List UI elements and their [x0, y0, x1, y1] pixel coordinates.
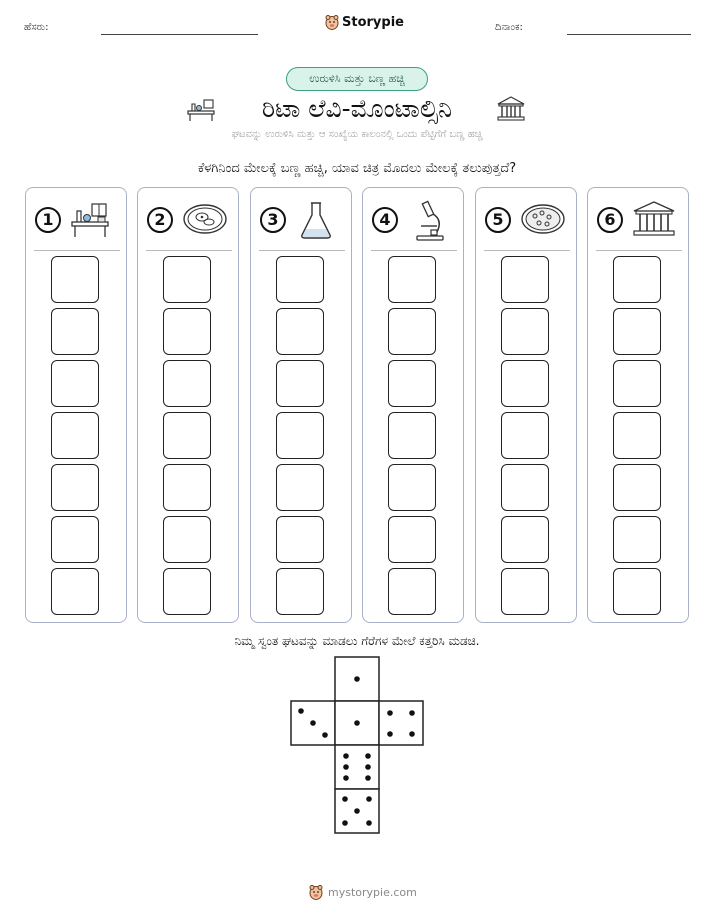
color-box[interactable] [163, 516, 211, 563]
column-5 [475, 187, 577, 623]
museum-building-icon [632, 200, 676, 238]
name-line [101, 34, 258, 35]
mascot-icon [325, 14, 339, 30]
name-label: ಹೆಸರು: [24, 22, 49, 33]
die-face-1-center [335, 701, 379, 745]
column-4 [362, 187, 464, 623]
pip [387, 710, 393, 716]
pip [365, 775, 371, 781]
date-label: ದಿನಾಂಕ: [495, 22, 523, 33]
column-3 [250, 187, 352, 623]
color-box[interactable] [501, 256, 549, 303]
column-number: 2 [147, 207, 173, 233]
column-number: 1 [35, 207, 61, 233]
pip [354, 676, 360, 682]
page-title: ರಿಟಾ ಲೆವಿ-ಮೊಂಟಾಲ್ಸಿನಿ [261, 94, 453, 123]
pip [366, 796, 372, 802]
pip [298, 708, 304, 714]
column-1 [25, 187, 127, 623]
pip [366, 820, 372, 826]
column-header [588, 188, 688, 248]
color-box[interactable] [276, 412, 324, 459]
color-box[interactable] [388, 360, 436, 407]
color-box[interactable] [51, 412, 99, 459]
color-box[interactable] [51, 464, 99, 511]
column-header [476, 188, 576, 248]
color-box[interactable] [613, 568, 661, 615]
pip [343, 775, 349, 781]
column-header [363, 188, 463, 248]
color-box[interactable] [501, 360, 549, 407]
activity-tag: ಉರುಳಿಸಿ ಮತ್ತು ಬಣ್ಣ ಹಚ್ಚಿ [286, 67, 428, 91]
color-box[interactable] [163, 464, 211, 511]
column-header [138, 188, 238, 248]
pip [365, 764, 371, 770]
column-number: 3 [260, 207, 286, 233]
color-box[interactable] [163, 412, 211, 459]
pip [409, 710, 415, 716]
petri-dish-cells-icon [182, 200, 228, 238]
subtitle: ಘಟವನ್ನು ಉರುಳಿಸಿ ಮತ್ತು ಆ ಸಂಖ್ಯೆಯ ಕಾಲಂನಲ್ಲಿ ಒಂದು ಪೆಟ್ಟಿಗೆಗೆ ಬಣ್ಣ ಹಚ್ಚಿ [231, 129, 483, 140]
color-box[interactable] [501, 568, 549, 615]
color-box[interactable] [613, 308, 661, 355]
column-divider [146, 250, 232, 251]
color-box[interactable] [388, 256, 436, 303]
color-box[interactable] [388, 412, 436, 459]
color-box[interactable] [276, 308, 324, 355]
color-box[interactable] [613, 360, 661, 407]
color-box[interactable] [163, 568, 211, 615]
color-box[interactable] [613, 464, 661, 511]
column-2 [137, 187, 239, 623]
color-box[interactable] [501, 308, 549, 355]
column-divider [34, 250, 120, 251]
color-box[interactable] [388, 308, 436, 355]
header [0, 14, 714, 38]
die-face-5 [335, 789, 379, 833]
column-divider [371, 250, 457, 251]
color-box[interactable] [276, 256, 324, 303]
pip [343, 753, 349, 759]
color-box[interactable] [501, 464, 549, 511]
column-divider [259, 250, 345, 251]
pip [354, 720, 360, 726]
pip [354, 808, 360, 814]
die-face-3-left [291, 701, 335, 745]
die-face-4-right [379, 701, 423, 745]
color-box[interactable] [163, 256, 211, 303]
pip [310, 720, 316, 726]
instruction: ನಿಮ್ಮ ಸ್ವಂತ ಘಟವನ್ನು ಮಾಡಲು ಗೆರೆಗಳ ಮೇಲೆ ಕತ್ತರಿಸಿ ಮಡಚಿ. [234, 634, 480, 648]
pip [342, 796, 348, 802]
footer [308, 884, 417, 900]
footer-url[interactable]: mystorypie.com [328, 885, 417, 899]
color-box[interactable] [388, 516, 436, 563]
pip [409, 731, 415, 737]
color-box[interactable] [501, 412, 549, 459]
mascot-icon [308, 884, 324, 900]
color-box[interactable] [163, 308, 211, 355]
color-box[interactable] [51, 568, 99, 615]
color-box[interactable] [51, 256, 99, 303]
columns-grid [25, 187, 690, 623]
color-box[interactable] [613, 256, 661, 303]
date-line [567, 34, 691, 35]
brand-name: Storypie [342, 14, 404, 30]
lab-desk-icon [70, 200, 110, 238]
color-box[interactable] [276, 568, 324, 615]
color-box[interactable] [613, 516, 661, 563]
pip [387, 731, 393, 737]
pip [322, 732, 328, 738]
microscope-icon [413, 200, 447, 242]
color-box[interactable] [163, 360, 211, 407]
color-box[interactable] [276, 360, 324, 407]
color-box[interactable] [51, 516, 99, 563]
column-6 [587, 187, 689, 623]
brand-logo [325, 14, 404, 30]
flask-icon [299, 200, 333, 240]
color-box[interactable] [276, 516, 324, 563]
pip [343, 764, 349, 770]
die-face-6 [335, 745, 379, 789]
column-number: 4 [372, 207, 398, 233]
die-face-1-top [335, 657, 379, 701]
color-box[interactable] [613, 412, 661, 459]
column-divider [596, 250, 682, 251]
color-box[interactable] [276, 464, 324, 511]
question: ಕೆಳಗಿನಿಂದ ಮೇಲಕ್ಕೆ ಬಣ್ಣ ಹಚ್ಚಿ, ಯಾವ ಚಿತ್ರ ಮೊದಲು ಮೇಲಕ್ಕೆ ತಲುಪುತ್ತದೆ? [197, 161, 517, 176]
color-box[interactable] [51, 308, 99, 355]
pip [342, 820, 348, 826]
column-number: 6 [597, 207, 623, 233]
museum-building-icon [496, 96, 526, 122]
column-number: 5 [485, 207, 511, 233]
color-box[interactable] [388, 464, 436, 511]
petri-dish-icon [520, 200, 566, 238]
column-header [251, 188, 351, 248]
column-divider [484, 250, 570, 251]
color-box[interactable] [51, 360, 99, 407]
pip [365, 753, 371, 759]
color-box[interactable] [388, 568, 436, 615]
column-header [26, 188, 126, 248]
color-box[interactable] [501, 516, 549, 563]
